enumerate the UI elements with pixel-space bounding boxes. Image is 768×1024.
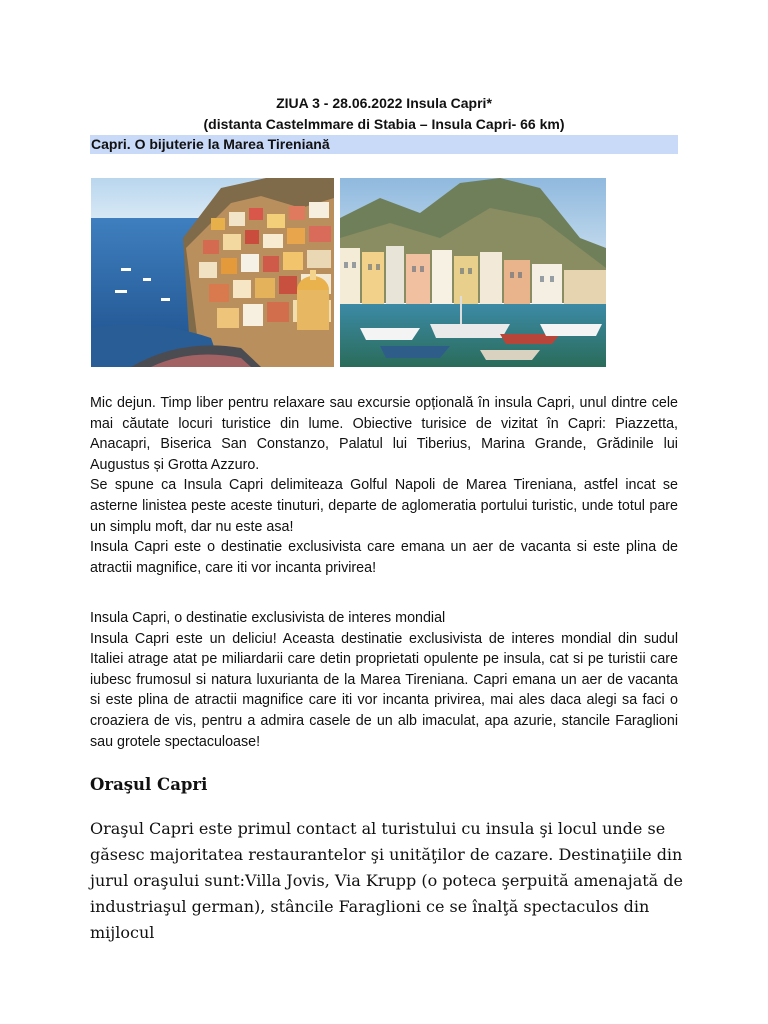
paragraph-breakfast: Mic dejun. Timp liber pentru relaxare sau excursie opțională în insula Capri, unul dintre cele mai căutate locuri turistice din lume. Obiective turisice de vizitat în Capri: Piazzetta, Anacapri, Biserica San Constanzo, Palatul lui Tiberius, Marina Grande, Grădinile lui Augustus și Grotta Azzuro.: [90, 395, 678, 473]
section-subtitle: Insula Capri, o destinatie exclusivista de interes mondial: [90, 610, 446, 626]
paragraph-delight: Insula Capri este un deliciu! Aceasta destinatie exclusivista de interes mondial din sudul Italiei atrage atat pe miliardarii care detin proprietati opulente pe insula, cat si pe turistii care iubesc frumosul si natura luxurianta de la Marea Tireniana. Capri emana un aer de vacanta si este plina de atractii magnifice care iti vor incanta privirea, mai ales daca alegi sa faci o croaziera de vis, pentru a admira casele de un alb imaculat, apa azurie, stancile Faraglioni sau grotele spectaculoase!: [90, 630, 678, 750]
section-heading-orasul-capri: Oraşul Capri: [90, 775, 208, 794]
photo-harbor: [340, 178, 606, 367]
distance-subtitle: (distanta Castelmmare di Stabia – Insula Capri- 66 km): [203, 116, 565, 132]
day-title: ZIUA 3 - 28.06.2022 Insula Capri*: [276, 95, 492, 111]
interest-section: [90, 608, 678, 752]
highlighted-heading: Capri. O bijuterie la Marea Tireniană: [90, 135, 678, 154]
photo-cliffside-town: [91, 178, 334, 367]
paragraph-capri-town: Oraşul Capri este primul contact al turistului cu insula şi locul unde se găsesc majoritatea restaurantelor şi unităţilor de cazare. Destinaţiile din jurul oraşului sunt:Villa Jovis, Via Krupp (o poteca şerpuită amenajată de industriaşul german), stâncile Faraglioni ce se înalţă spectaculos din mijlocul: [90, 819, 684, 942]
capri-town-section: [90, 816, 684, 946]
intro-paragraphs: [90, 393, 678, 578]
paragraph-gulf: Se spune ca Insula Capri delimiteaza Golful Napoli de Marea Tireniana, astfel incat se asterne linistea peste aceste tinuturi, departe de aglomeratia portului turistic, unde totul pare un simplu moft, dar nu este asa!: [90, 477, 678, 535]
paragraph-exclusive: Insula Capri este o destinatie exclusivista care emana un aer de vacanta si este plina de atractii magnifice, care iti vor incanta privirea!: [90, 539, 678, 576]
